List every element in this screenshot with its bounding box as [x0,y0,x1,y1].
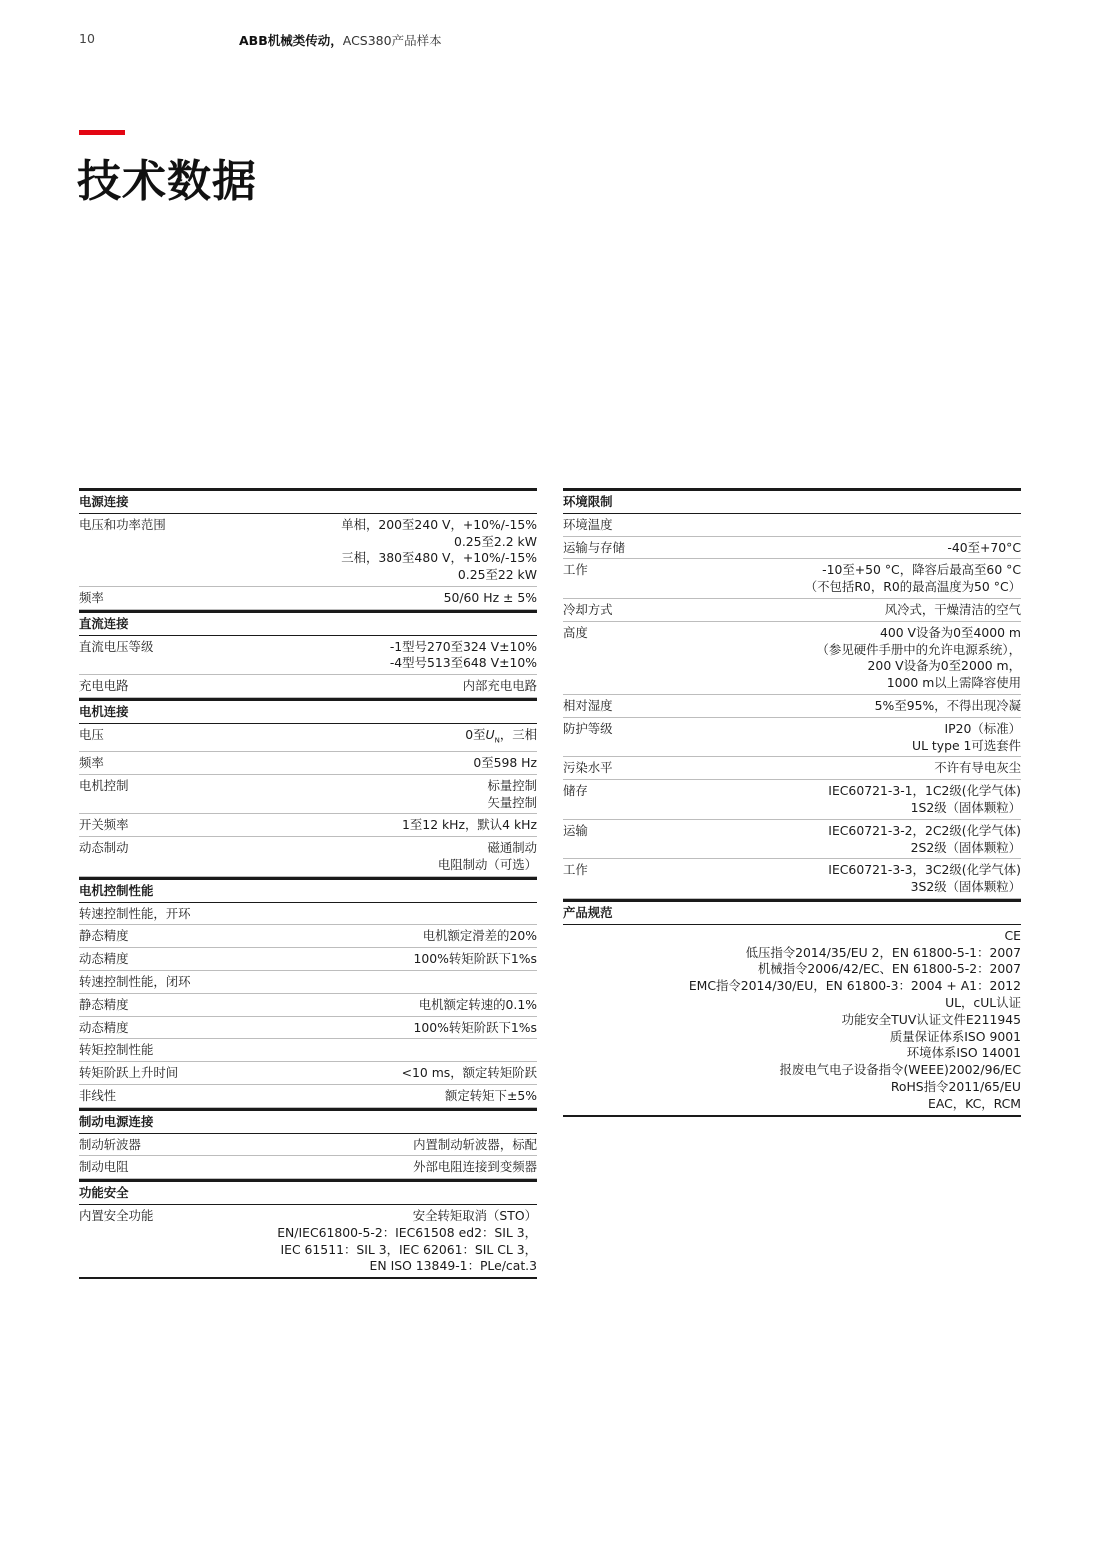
spec-value [598,625,1021,692]
spec-row [563,622,1021,695]
spec-row [563,820,1021,860]
spec-value [139,678,537,695]
spec-value-line: 1至12 kHz，默认4 kHz [402,817,537,833]
spec-value-line: EMC指令2014/30/EU，EN 61800-3：2004 + A1：2012 [688,978,1021,994]
spec-table-right [563,488,1021,1117]
spec-value [139,951,537,968]
spec-value-line: IEC60721-3-2，2C2级(化学气体) [828,822,1021,838]
spec-label: 频率 [79,589,104,605]
spec-value-line: 单相，200至240 V，+10%/-15% [341,516,537,532]
page-number: 10 [79,31,95,46]
spec-row [563,859,1021,899]
spec-value [623,721,1021,755]
section-heading: 直流连接 [79,610,537,636]
spec-value-line: 风冷式，干燥清洁的空气 [884,601,1021,617]
spec-value-line: 1S2级（固体颗粒） [910,799,1021,815]
spec-value-line: IEC60721-3-3，3C2级(化学气体) [828,862,1021,878]
spec-value-line: 质量保证体系ISO 9001 [889,1028,1021,1044]
spec-value [598,862,1021,896]
spec-value-line: RoHS指令2011/65/EU [890,1078,1021,1094]
spec-value-line: 3S2级（固体颗粒） [910,879,1021,895]
spec-label: 非线性 [79,1087,117,1103]
spec-row [563,925,1021,1117]
spec-value [114,755,537,772]
spec-label: 工作 [563,862,588,878]
spec-value [139,928,537,945]
spec-value-line: 5%至95%，不得出现冷凝 [874,697,1021,713]
spec-value-line: 100%转矩阶跃下1%s [413,1019,537,1035]
spec-row [563,695,1021,718]
spec-row [79,1205,537,1279]
spec-value [623,602,1021,619]
spec-value-line: 三相，380至480 V，+10%/-15% [341,550,537,566]
spec-row [79,1039,537,1062]
spec-value [623,760,1021,777]
spec-value-line: 功能安全TUV认证文件E211945 [841,1011,1021,1027]
spec-label: 运输与存储 [563,539,625,555]
spec-value [139,817,537,834]
spec-row [563,780,1021,820]
spec-label: 直流电压等级 [79,638,154,654]
spec-row [79,1134,537,1157]
spec-row [79,971,537,994]
spec-value [114,727,537,749]
spec-label: 运输 [563,822,588,838]
spec-value [139,1020,537,1037]
spec-row [563,599,1021,622]
spec-value [114,590,537,607]
spec-label: 动态精度 [79,951,129,967]
spec-row [563,559,1021,599]
spec-value [139,778,537,812]
spec-label: 环境温度 [563,516,613,532]
spec-value-line: 矢量控制 [487,794,537,810]
spec-value-line: 0.25至2.2 kW [453,533,537,549]
spec-value [139,997,537,1014]
spec-value [163,1208,537,1275]
spec-row [79,775,537,815]
spec-value [126,1088,537,1105]
spec-value-line: 0至598 Hz [473,755,537,771]
spec-row [79,752,537,775]
spec-label: 电压 [79,726,104,742]
spec-value-line: EN/IEC61800-5-2：IEC61508 ed2：SIL 3， [277,1224,537,1240]
spec-value-line: 0.25至22 kW [457,567,537,583]
spec-label: 制动斩波器 [79,1136,141,1152]
spec-label: 相对湿度 [563,697,613,713]
spec-value-line: IEC60721-3-1，1C2级(化学气体) [828,783,1021,799]
spec-row [563,718,1021,758]
spec-label: 静态精度 [79,996,129,1012]
spec-row [79,994,537,1017]
spec-value [176,517,537,584]
spec-row [79,1062,537,1085]
title-accent-bar [79,130,125,135]
spec-label: 动态精度 [79,1019,129,1035]
spec-value-line: 外部电阻连接到变频器 [413,1159,537,1175]
spec-row [79,636,537,676]
spec-value-line: 1000 m以上需降容使用 [886,675,1021,691]
spec-row [563,514,1021,537]
spec-value-line: IP20（标准） [944,720,1021,736]
spec-value-line: 环境体系ISO 14001 [906,1045,1021,1061]
spec-label: 防护等级 [563,720,613,736]
spec-value-line: 电机额定滑差的20% [422,928,537,944]
publication-title [239,31,442,49]
spec-label: 高度 [563,624,588,640]
page-title: 技术数据 [77,156,257,207]
spec-value-line: 安全转矩取消（STO） [412,1207,537,1223]
spec-row [563,537,1021,560]
spec-label: 动态制动 [79,840,129,856]
spec-value [163,639,537,673]
spec-value-line: 不许有导电灰尘 [934,760,1021,776]
spec-value-line: 磁通制动 [487,840,537,856]
section-heading: 电机连接 [79,698,537,724]
spec-value-line: EAC，KC，RCM [928,1095,1021,1111]
spec-value-line: UL，cUL认证 [945,994,1021,1010]
spec-label: 冷却方式 [563,601,613,617]
spec-label: 工作 [563,562,588,578]
spec-value-line: （不包括R0，R0的最高温度为50 °C） [804,579,1021,595]
spec-value-line: -10至+50 °C，降容后最高至60 °C [822,562,1021,578]
spec-value [188,1065,537,1082]
spec-label: 频率 [79,755,104,771]
section-heading: 电源连接 [79,488,537,514]
page-header [79,31,1029,51]
spec-row [563,757,1021,780]
publication-brand: ABB机械类传动， [239,33,343,48]
spec-value-line: -1型号270至324 V±10% [389,638,537,654]
spec-value [139,840,537,874]
spec-row [79,1085,537,1108]
spec-value-line: 400 V设备为0至4000 m [879,624,1021,640]
spec-value-line: IEC 61511：SIL 3，IEC 62061：SIL CL 3， [280,1241,537,1257]
spec-row [79,675,537,698]
spec-value-line: -4型号513至648 V±10% [389,655,537,671]
spec-label: 转速控制性能，开环 [79,905,191,921]
spec-value-line: 报废电气电子设备指令(WEEE)2002/96/EC [779,1062,1021,1078]
spec-value [635,540,1021,557]
spec-label: 转速控制性能，闭环 [79,974,191,989]
spec-row [79,903,537,926]
spec-value-line: -40至+70°C [947,539,1021,555]
spec-label: 污染水平 [563,760,613,776]
spec-label: 静态精度 [79,928,129,944]
spec-label: 制动电阻 [79,1159,129,1175]
spec-row [79,514,537,587]
spec-table-left [79,488,537,1279]
spec-label: 储存 [563,783,588,799]
spec-label: 开关频率 [79,817,129,833]
spec-value-line: 内部充电电路 [462,678,537,694]
section-heading: 制动电源连接 [79,1108,537,1134]
spec-value-line: 低压指令2014/35/EU 2，EN 61800-5-1：2007 [745,944,1021,960]
spec-row [79,1156,537,1179]
spec-value-line: 100%转矩阶跃下1%s [413,951,537,967]
spec-value [151,1137,537,1154]
spec-value [598,562,1021,596]
spec-value-line: <10 ms，额定转矩阶跃 [401,1065,537,1081]
spec-value-line: 电阻制动（可选） [437,857,537,873]
publication-name: ACS380产品样本 [342,33,442,48]
spec-row [79,724,537,752]
spec-row [79,1017,537,1040]
spec-row [79,587,537,610]
spec-row [79,837,537,877]
section-heading: 功能安全 [79,1179,537,1205]
spec-value-line: 内置制动斩波器，标配 [413,1136,537,1152]
spec-value-line: UL type 1可选套件 [912,737,1021,753]
spec-value-line: 电机额定转速的0.1% [418,996,537,1012]
spec-value-line: 额定转矩下±5% [445,1087,537,1103]
spec-value-line: EN ISO 13849-1：PLe/cat.3 [369,1258,537,1274]
section-heading: 环境限制 [563,488,1021,514]
spec-row [79,925,537,948]
spec-value-line: 50/60 Hz ± 5% [443,589,537,605]
spec-value-line: 200 V设备为0至2000 m， [867,658,1021,674]
spec-label: 电压和功率范围 [79,516,166,532]
spec-value [139,1159,537,1176]
spec-value [598,823,1021,857]
section-heading: 电机控制性能 [79,877,537,903]
spec-label: 内置安全功能 [79,1207,154,1223]
spec-label: 电机控制 [79,777,129,793]
spec-row [79,814,537,837]
spec-row [79,948,537,971]
spec-label: 转矩控制性能 [79,1042,154,1058]
spec-value-line: 0至$U_N$，三相 [465,726,537,745]
spec-value-line: （参见硬件手册中的允许电源系统）， [816,641,1021,657]
section-heading: 产品规范 [563,899,1021,925]
spec-value-line: 2S2级（固体颗粒） [910,839,1021,855]
spec-value [623,698,1021,715]
spec-value-line: CE [1004,927,1021,943]
spec-value [563,928,1021,1113]
spec-value-line: 机械指令2006/42/EC、EN 61800-5-2：2007 [757,961,1021,977]
spec-label: 转矩阶跃上升时间 [79,1065,179,1081]
spec-value-line: 标量控制 [487,777,537,793]
spec-label: 充电电路 [79,678,129,694]
spec-value [598,783,1021,817]
